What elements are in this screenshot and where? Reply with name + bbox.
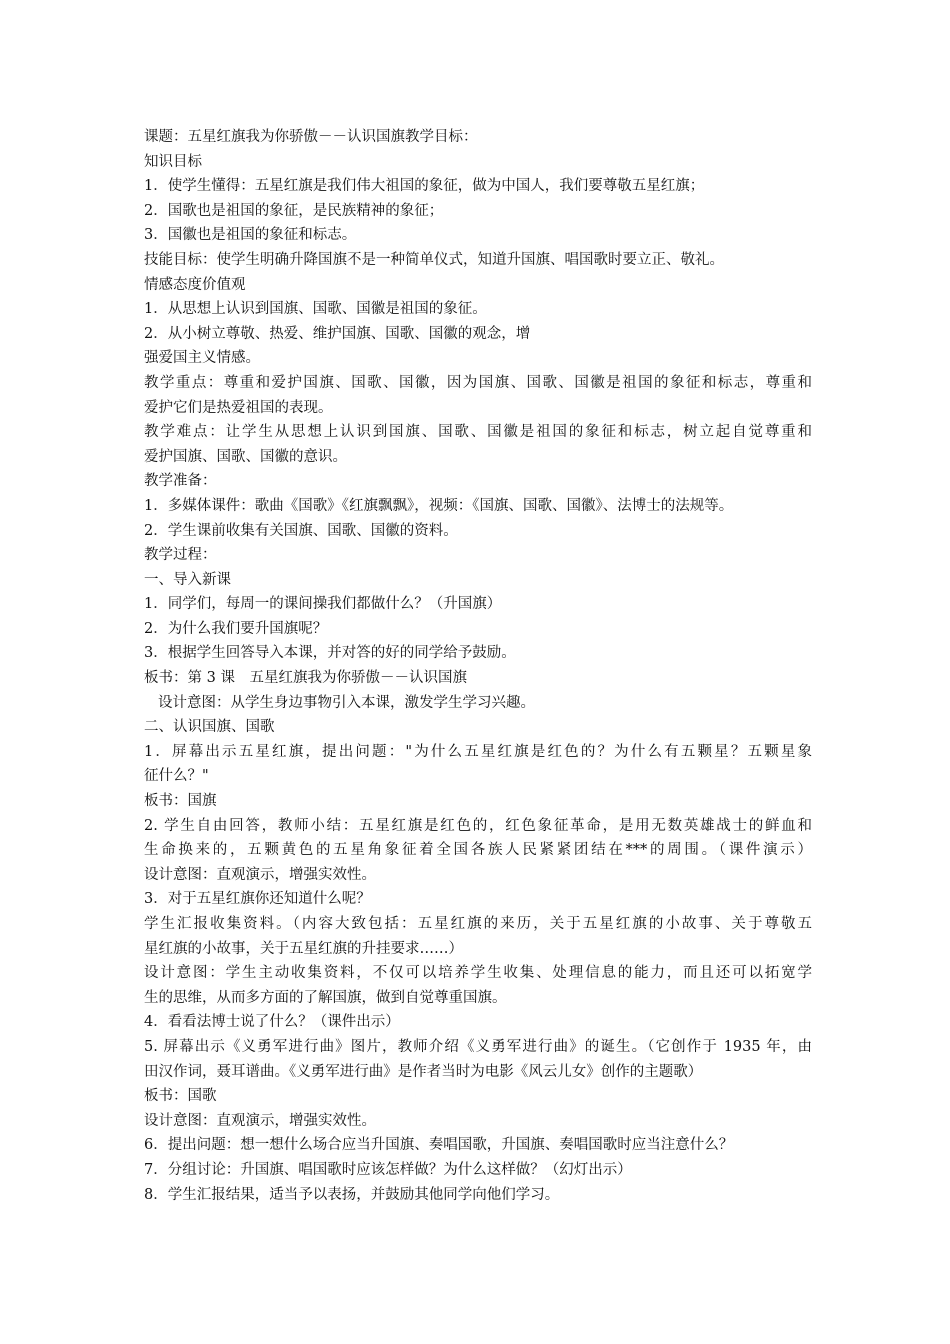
text-line: 2．学生课前收集有关国旗、国歌、国徽的资料。 xyxy=(144,522,458,539)
text-line: 3．根据学生回答导入本课，并对答的好的同学给予鼓励。 xyxy=(144,645,516,662)
text-line: 田汉作词，聂耳谱曲。《义勇军进行曲》是作者当时为电影《风云儿女》创作的主题歌） xyxy=(144,1063,703,1080)
text-line: 3．对于五星红旗你还知道什么呢？ xyxy=(144,891,371,908)
text-line: 3．国徽也是祖国的象征和标志。 xyxy=(144,227,357,244)
section-heading: 情感态度价值观 xyxy=(144,276,246,293)
text-line: 4．看看法博士说了什么？（课件出示） xyxy=(144,1014,400,1031)
text-line: 设计意图：学生主动收集资料，不仅可以培养学生收集、处理信息的能力，而且还可以拓宽学 xyxy=(144,965,812,982)
text-line: 生命换来的，五颗黄色的五星角象征着全国各族人民紧紧团结在***的周围。（课件演示） xyxy=(144,842,812,859)
text-line: 8．学生汇报结果，适当予以表扬，并鼓励其他同学向他们学习。 xyxy=(144,1186,560,1203)
text-line: 学生汇报收集资料。（内容大致包括：五星红旗的来历，关于五星红旗的小故事、关于尊敬五 xyxy=(144,916,812,932)
text-line: 板书：第 3 课 五星红旗我为你骄傲－－认识国旗 xyxy=(144,670,467,687)
text-line: 1．从思想上认识到国旗、国歌、国徽是祖国的象征。 xyxy=(144,301,487,318)
section-heading: 知识目标 xyxy=(144,153,202,170)
text-line: 2．国歌也是祖国的象征，是民族精神的象征； xyxy=(144,202,444,219)
text-line: 板书：国旗 xyxy=(144,793,217,810)
text-line: 生的思维，从而多方面的了解国旗，做到自觉尊重国旗。 xyxy=(144,989,507,1006)
text-line: 设计意图：直观演示，增强实效性。 xyxy=(144,866,376,883)
text-line: 1．使学生懂得：五星红旗是我们伟大祖国的象征，做为中国人，我们要尊敬五星红旗； xyxy=(144,178,705,195)
text-line: 2. 学生自由回答，教师小结：五星红旗是红色的，红色象征革命，是用无数英雄战士的鲜血和 xyxy=(144,817,812,834)
section-heading: 教学准备： xyxy=(144,473,217,490)
text-line: 设计意图：直观演示，增强实效性。 xyxy=(144,1112,376,1129)
text-line: 板书：国歌 xyxy=(144,1088,217,1105)
text-line: 2．从小树立尊敬、热爱、维护国旗、国歌、国徽的观念，增 xyxy=(144,325,531,342)
text-line: 1．同学们，每周一的课间操我们都做什么？（升国旗） xyxy=(144,596,502,613)
text-line: 2．为什么我们要升国旗呢？ xyxy=(144,620,328,637)
text-line: 教学难点：让学生从思想上认识到国旗、国歌、国徽是祖国的象征和标志，树立起自觉尊重和 xyxy=(144,424,812,441)
text-line: 7．分组讨论：升国旗、唱国歌时应该怎样做？为什么这样做？（幻灯出示） xyxy=(144,1161,632,1178)
text-line: 强爱国主义情感。 xyxy=(144,350,260,367)
text-line: 设计意图：从学生身边事物引入本课，激发学生学习兴趣。 xyxy=(158,694,535,711)
text-line: 征什么？" xyxy=(144,768,209,785)
section-heading: 一、导入新课 xyxy=(144,571,231,588)
text-line: 爱护它们是热爱祖国的表现。 xyxy=(144,399,333,416)
text-line: 教学重点：尊重和爱护国旗、国歌、国徽，因为国旗、国歌、国徽是祖国的象征和标志，尊重和 xyxy=(144,374,812,391)
text-line: 5. 屏幕出示《义勇军进行曲》图片，教师介绍《义勇军进行曲》的诞生。（它创作于 1935 年，由 xyxy=(144,1038,812,1055)
text-line: 技能目标：使学生明确升降国旗不是一种简单仪式，知道升国旗、唱国歌时要立正、敬礼。 xyxy=(144,251,724,268)
section-heading: 二、认识国旗、国歌 xyxy=(144,719,275,736)
text-line: 爱护国旗、国歌、国徽的意识。 xyxy=(144,448,347,465)
text-line: 1．多媒体课件：歌曲《国歌》《红旗飘飘》，视频：《国旗、国歌、国徽》、法博士的法规等。 xyxy=(144,497,734,514)
section-heading: 教学过程： xyxy=(144,547,217,564)
lesson-title: 课题：五星红旗我为你骄傲－－认识国旗教学目标： xyxy=(144,129,478,145)
text-line: 星红旗的小故事，关于五星红旗的升挂要求……） xyxy=(144,940,463,957)
text-line: 6．提出问题：想一想什么场合应当升国旗、奏唱国歌，升国旗、奏唱国歌时应当注意什么？ xyxy=(144,1137,734,1154)
document-body xyxy=(144,125,812,1207)
text-line: 1．屏幕出示五星红旗，提出问题："为什么五星红旗是红色的？为什么有五颗星？五颗星象 xyxy=(144,743,812,760)
